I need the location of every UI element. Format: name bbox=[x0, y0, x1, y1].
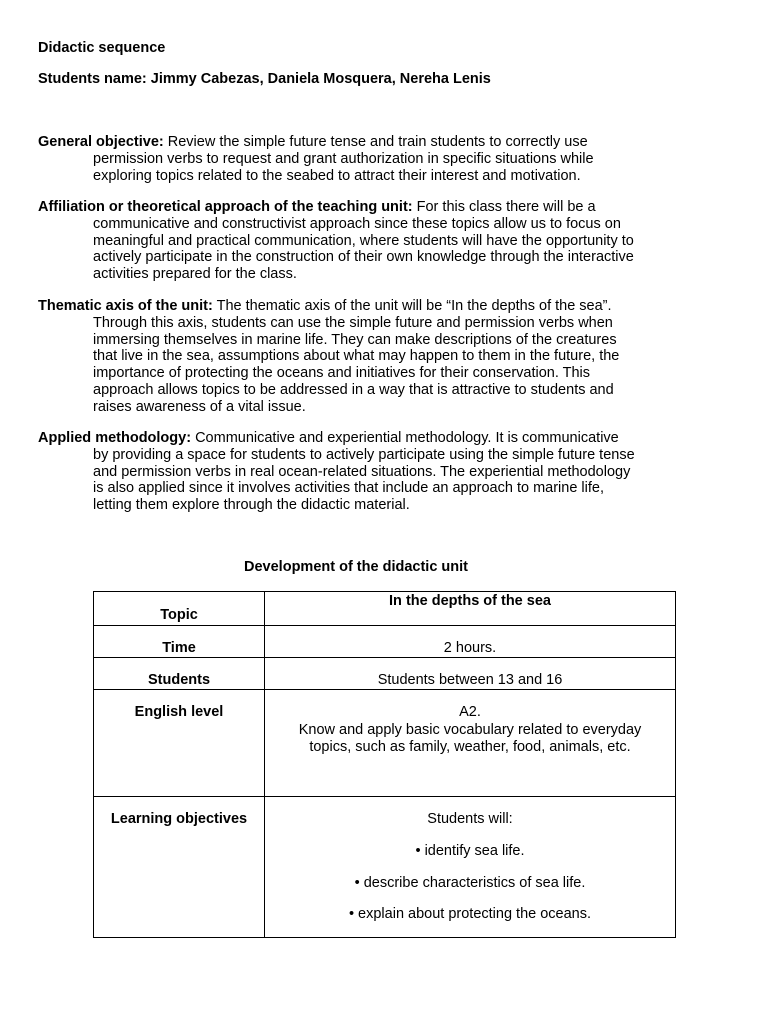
section-label: Affiliation or theoretical approach of the teaching unit: bbox=[38, 199, 413, 215]
table-title: Development of the didactic unit bbox=[244, 559, 468, 575]
table-row bbox=[94, 626, 676, 658]
section-line: meaningful and practical communication, where students will have the opportunity to bbox=[93, 232, 634, 249]
table-row bbox=[94, 797, 676, 938]
section-text: For this class there will be a bbox=[412, 199, 596, 215]
english-level-value: A2. bbox=[459, 704, 481, 720]
section-line: exploring topics related to the seabed to attract their interest and motivation. bbox=[93, 167, 581, 184]
table-label-cell bbox=[94, 658, 265, 690]
section-label: Applied methodology: bbox=[38, 430, 192, 446]
students-value: Students between 13 and 16 bbox=[377, 672, 563, 688]
english-level-description: topics, such as family, weather, food, animals, etc. bbox=[309, 739, 631, 755]
didactic-unit-table bbox=[93, 591, 676, 938]
section-label: Thematic axis of the unit: bbox=[38, 298, 213, 314]
section-line: by providing a space for students to actively participate using the simple future tense bbox=[93, 446, 635, 463]
table-row bbox=[94, 592, 676, 626]
section-line: that live in the sea, assumptions about what may happen to them in the future, the bbox=[93, 348, 620, 365]
english-level-label: English level bbox=[134, 704, 224, 720]
section-text: Review the simple future tense and train students to correctly use bbox=[163, 134, 588, 150]
table-value-cell bbox=[265, 592, 676, 626]
objective-item: • identify sea life. bbox=[415, 843, 525, 859]
table-label-cell bbox=[94, 592, 265, 626]
section-line: permission verbs to request and grant authorization in specific situations while bbox=[93, 150, 594, 167]
students-label: Students bbox=[147, 672, 211, 688]
time-label: Time bbox=[162, 640, 196, 656]
section-affiliation bbox=[38, 199, 678, 283]
table-value-cell bbox=[265, 690, 676, 797]
table-row bbox=[94, 658, 676, 690]
table-value-cell bbox=[265, 658, 676, 690]
section-line: raises awareness of a vital issue. bbox=[93, 398, 306, 415]
table-label-cell bbox=[94, 690, 265, 797]
section-line: approach allows topics to be addressed in a way that is attractive to students and bbox=[93, 381, 614, 398]
objectives-intro: Students will: bbox=[427, 811, 513, 827]
section-label: General objective: bbox=[38, 134, 164, 150]
table-label-cell bbox=[94, 626, 265, 658]
section-line: immersing themselves in marine life. They can make descriptions of the creatures bbox=[93, 331, 617, 348]
section-line: actively participate in the construction of their own knowledge through the interactive bbox=[93, 249, 634, 266]
english-level-description: Know and apply basic vocabulary related to everyday bbox=[298, 722, 642, 738]
section-line: Through this axis, students can use the simple future and permission verbs when bbox=[93, 314, 613, 331]
section-general-objective bbox=[38, 134, 678, 184]
topic-value: In the depths of the sea bbox=[389, 593, 551, 609]
section-line: and permission verbs in real ocean-related situations. The experiential methodology bbox=[93, 463, 631, 480]
table-value-cell bbox=[265, 626, 676, 658]
table-row bbox=[94, 690, 676, 797]
students-names: Students name: Jimmy Cabezas, Daniela Mosquera, Nereha Lenis bbox=[38, 71, 491, 87]
document-title: Didactic sequence bbox=[38, 40, 166, 56]
topic-label: Topic bbox=[160, 607, 198, 623]
section-line: activities prepared for the class. bbox=[93, 266, 297, 283]
section-thematic-axis bbox=[38, 298, 678, 416]
section-line: is also applied since it involves activities that include an approach to marine life, bbox=[93, 480, 604, 497]
section-line: letting them explore through the didactic material. bbox=[93, 497, 410, 514]
table-label-cell bbox=[94, 797, 265, 938]
learning-objectives-label: Learning objectives bbox=[110, 811, 248, 827]
section-text: The thematic axis of the unit will be “In the depths of the sea”. bbox=[212, 298, 612, 314]
time-value: 2 hours. bbox=[443, 640, 497, 656]
section-line: importance of protecting the oceans and initiatives for their conservation. This bbox=[93, 365, 591, 382]
section-applied-methodology bbox=[38, 430, 678, 514]
objective-item: • explain about protecting the oceans. bbox=[348, 906, 592, 922]
objective-item: • describe characteristics of sea life. bbox=[354, 875, 586, 891]
section-text: Communicative and experiential methodology. It is communicative bbox=[191, 430, 619, 446]
section-line: communicative and constructivist approach since these topics allow us to focus on bbox=[93, 215, 621, 232]
table-value-cell bbox=[265, 797, 676, 938]
